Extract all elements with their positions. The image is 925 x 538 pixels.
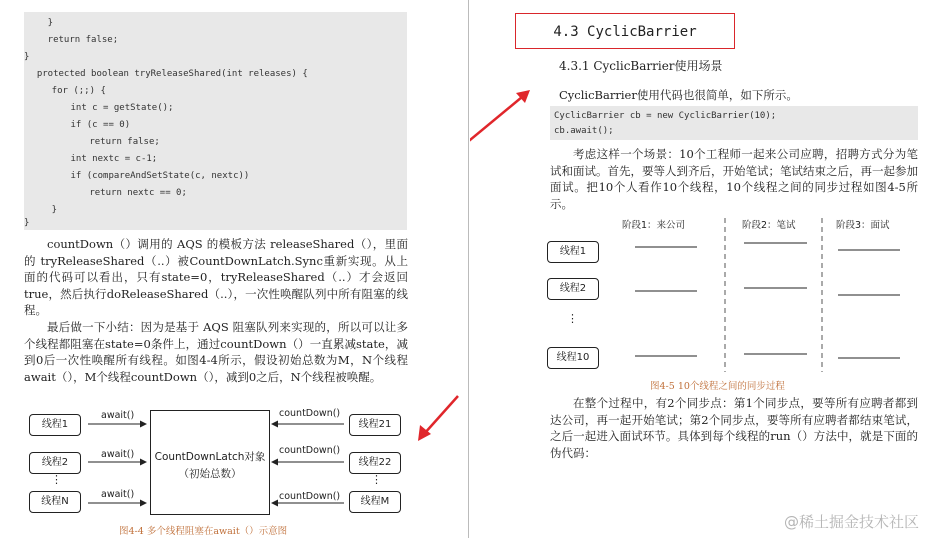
countdown-label: countDown(): [279, 408, 341, 419]
code-line: return nextc == 0;: [46, 188, 187, 198]
paragraph: 在整个过程中，有2个同步点：第1个同步点，要等所有应聘者都到达公司，再一起开始笔试；第2个同步点，要等所有应聘者都结束笔试，之后一起进入面试环节。具体到每个线程的run（）方法中，就是下面的伪代码：: [550, 396, 918, 460]
code-line: cb.await();: [554, 126, 614, 136]
thread-box: 线程10: [547, 347, 599, 369]
code-line: }: [30, 205, 58, 215]
code-line: }: [26, 18, 54, 28]
ellipsis: ⋮: [567, 312, 578, 325]
countdown-label: countDown(): [279, 491, 341, 502]
thread-box: 线程2: [29, 452, 81, 474]
figure-caption: 图4-5 10个线程之间的同步过程: [650, 381, 785, 392]
phase-label: 阶段2：笔试: [742, 220, 796, 231]
code-line: return false;: [26, 35, 119, 45]
countdownlatch-box: [150, 410, 270, 515]
code-line: CyclicBarrier cb = new CyclicBarrier(10);: [554, 111, 777, 121]
section-title: 4.3 CyclicBarrier: [515, 13, 735, 49]
code-line: }: [24, 52, 30, 62]
subsection-title: 4.3.1 CyclicBarrier使用场景: [559, 59, 723, 73]
code-line: if (compareAndSetState(c, nextc)): [38, 171, 250, 181]
thread-box: 线程M: [349, 491, 401, 513]
thread-box: 线程1: [547, 241, 599, 263]
code-line: int c = getState();: [38, 103, 174, 113]
initial-count-label: （初始总数）: [178, 468, 242, 480]
code-line: int nextc = c-1;: [38, 154, 158, 164]
intro-text: CyclicBarrier使用代码也很简单，如下所示。: [559, 88, 798, 102]
code-line: if (c == 0): [38, 120, 131, 130]
thread-box: 线程2: [547, 278, 599, 300]
paragraph: countDown（）调用的 AQS 的模板方法 releaseShared（），里面的 tryReleaseShared（..）被CountDownLatch.Sync重新实现。从上面的代码可以看出，只有state=0，tryReleaseShared（..）才会返回true，然后执行doReleaseShared（..），一次性唤醒队列中所有阻塞的线程。: [24, 237, 408, 318]
thread-box: 线程N: [29, 491, 81, 513]
paragraph: 考虑这样一个场景：10个工程师一起来公司应聘，招聘方式分为笔试和面试。首先，要等人到齐后，开始笔试；笔试结束之后，再一起参加面试。把10个人看作10个线程，10个线程之间的同步过程如图4-5所示。: [550, 147, 918, 211]
page-divider: [468, 0, 469, 538]
await-label: await(): [101, 449, 135, 460]
ellipsis: ⋮: [371, 473, 382, 486]
await-label: await(): [101, 410, 135, 421]
code-line: return false;: [46, 137, 160, 147]
phase-label: 阶段3：面试: [836, 220, 890, 231]
right-page: [470, 0, 925, 538]
code-line: for (;;) {: [30, 86, 106, 96]
paragraph: 最后做一下小结：因为是基于 AQS 阻塞队列来实现的，所以可以让多个线程都阻塞在state=0条件上，通过countDown（）一直累减state，减到0后一次性唤醒所有线程。如图4-4所示，假设初始总数为M，N个线程await（），M个线程countDown（），减到0之后，N个线程被唤醒。: [24, 320, 408, 384]
await-label: await(): [101, 489, 135, 500]
phase-label: 阶段1：来公司: [622, 220, 686, 231]
countdownlatch-label: CountDownLatch对象: [154, 451, 266, 463]
code-line: protected boolean tryReleaseShared(int releases) {: [26, 69, 308, 79]
thread-box: 线程1: [29, 414, 81, 436]
ellipsis: ⋮: [51, 473, 62, 486]
thread-box: 线程21: [349, 414, 401, 436]
figure-caption: 图4-4 多个线程阻塞在await（）示意图: [119, 526, 288, 537]
countdown-label: countDown(): [279, 445, 341, 456]
thread-box: 线程22: [349, 452, 401, 474]
watermark: @稀土掘金技术社区: [783, 513, 919, 531]
code-line: }: [24, 218, 30, 228]
